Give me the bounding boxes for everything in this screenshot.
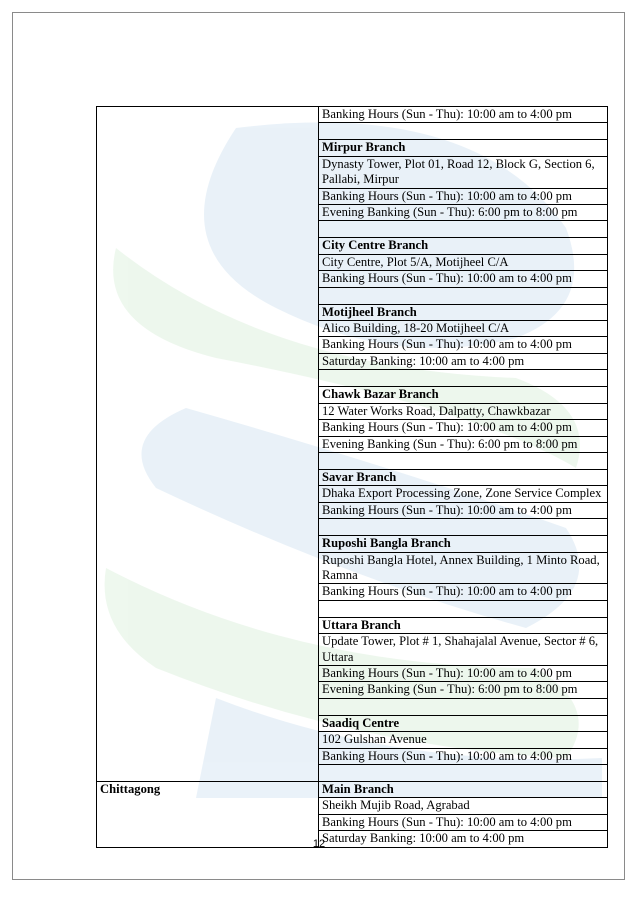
branch-detail: 102 Gulshan Avenue (319, 732, 608, 748)
branch-detail: Banking Hours (Sun - Thu): 10:00 am to 4:00 pm (319, 337, 608, 353)
table-row (97, 782, 608, 798)
branch-name: City Centre Branch (319, 238, 608, 254)
branch-detail: Banking Hours (Sun - Thu): 10:00 am to 4:00 pm (319, 188, 608, 204)
spacer-cell (319, 287, 608, 304)
branch-detail: Dynasty Tower, Plot 01, Road 12, Block G, Section 6, Pallabi, Mirpur (319, 156, 608, 188)
branch-detail: Saturday Banking: 10:00 am to 4:00 pm (319, 831, 608, 847)
branch-detail: Banking Hours (Sun - Thu): 10:00 am to 4:00 pm (319, 814, 608, 830)
spacer-cell (319, 519, 608, 536)
branch-detail: Banking Hours (Sun - Thu): 10:00 am to 4:00 pm (319, 665, 608, 681)
spacer-cell (319, 765, 608, 782)
city-cell (97, 107, 319, 782)
branch-detail: Sheikh Mujib Road, Agrabad (319, 798, 608, 814)
branch-detail: Ruposhi Bangla Hotel, Annex Building, 1 Minto Road, Ramna (319, 552, 608, 584)
branch-detail: Banking Hours (Sun - Thu): 10:00 am to 4:00 pm (319, 584, 608, 600)
branch-detail: Alico Building, 18-20 Motijheel C/A (319, 321, 608, 337)
spacer-cell (319, 600, 608, 617)
branch-detail: Banking Hours (Sun - Thu): 10:00 am to 4:00 pm (319, 748, 608, 764)
branch-detail: Evening Banking (Sun - Thu): 6:00 pm to 8:00 pm (319, 205, 608, 221)
spacer-cell (319, 123, 608, 140)
branch-name: Main Branch (319, 782, 608, 798)
branch-name: Ruposhi Bangla Branch (319, 536, 608, 552)
branch-table (96, 106, 608, 848)
branch-detail: Saturday Banking: 10:00 am to 4:00 pm (319, 353, 608, 369)
spacer-cell (319, 221, 608, 238)
branch-detail: Banking Hours (Sun - Thu): 10:00 am to 4:00 pm (319, 502, 608, 518)
branch-name: Savar Branch (319, 469, 608, 485)
table-row (97, 107, 608, 123)
branch-detail: 12 Water Works Road, Dalpatty, Chawkbazar (319, 403, 608, 419)
branch-detail: Banking Hours (Sun - Thu): 10:00 am to 4:00 pm (319, 107, 608, 123)
branch-detail: Dhaka Export Processing Zone, Zone Service Complex (319, 486, 608, 502)
branch-detail: Banking Hours (Sun - Thu): 10:00 am to 4:00 pm (319, 271, 608, 287)
spacer-cell (319, 698, 608, 715)
branch-detail: Update Tower, Plot # 1, Shahajalal Avenue, Sector # 6, Uttara (319, 634, 608, 666)
branch-detail: Evening Banking (Sun - Thu): 6:00 pm to 8:00 pm (319, 436, 608, 452)
branch-detail: Banking Hours (Sun - Thu): 10:00 am to 4:00 pm (319, 420, 608, 436)
branch-name: Motijheel Branch (319, 304, 608, 320)
spacer-cell (319, 452, 608, 469)
city-cell: Chittagong (97, 782, 319, 848)
branch-name: Saadiq Centre (319, 715, 608, 731)
branch-name: Chawk Bazar Branch (319, 387, 608, 403)
branch-name: Mirpur Branch (319, 140, 608, 156)
spacer-cell (319, 370, 608, 387)
branch-detail: Evening Banking (Sun - Thu): 6:00 pm to 8:00 pm (319, 682, 608, 698)
branch-detail: City Centre, Plot 5/A, Motijheel C/A (319, 254, 608, 270)
branch-name: Uttara Branch (319, 617, 608, 633)
page-number: 12 (312, 838, 326, 850)
